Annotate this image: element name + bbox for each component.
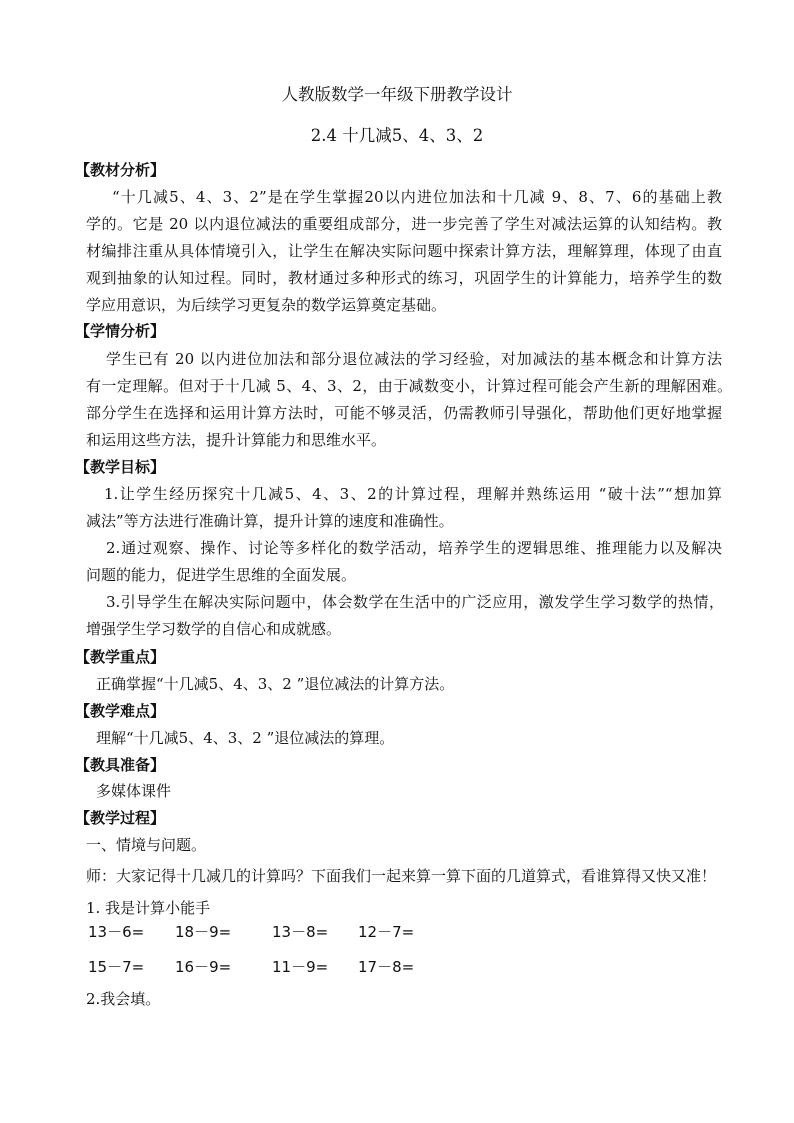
- heading-teaching-goals: 【教学目标】: [75, 458, 166, 476]
- exercise-expression: 15－7=: [88, 958, 145, 976]
- paragraph-line: 和运用这些方法，提升计算能力和思维水平。: [86, 431, 387, 449]
- paragraph-line: 学的。它是 20 以内退位减法的重要组成部分，进一步完善了学生对减法运算的认知结构。教: [86, 215, 722, 233]
- goal-line: 增强学生学习数学的自信心和成就感。: [86, 620, 342, 638]
- key-points-text: 正确掌握“十几减5、4、3、2 ”退位减法的计算方法。: [96, 675, 455, 693]
- paragraph-line: 材编排注重从具体情境引入，让学生在解决实际问题中探索计算方法，理解算理，体现了由直: [86, 242, 722, 260]
- paragraph-line: “十几减5、4、3、2”是在学生掌握20以内进位加法和十几减 9、8、7、6的基础上教: [112, 188, 722, 206]
- document-title: 人教版数学一年级下册教学设计: [281, 85, 513, 104]
- heading-teaching-process: 【教学过程】: [75, 809, 166, 827]
- heading-key-points: 【教学重点】: [75, 648, 166, 666]
- document-subtitle: 2.4 十几减5、4、3、2: [310, 126, 484, 145]
- paragraph-line: 有一定理解。但对于十几减 5、4、3、2，由于减数变小，计算过程可能会产生新的理解困难。: [86, 377, 732, 395]
- process-part-title: 一、情境与问题。: [86, 836, 207, 854]
- exercise-item-title: 2.我会填。: [86, 990, 161, 1008]
- goal-line: 1.让学生经历探究十几减5、4、3、2的计算过程，理解并熟练运用 “破十法”“想加算: [104, 485, 722, 503]
- paragraph-line: 学应用意识，为后续学习更复杂的数学运算奠定基础。: [86, 296, 447, 314]
- exercise-item-title: 1. 我是计算小能手: [86, 899, 211, 917]
- exercise-expression: 11－9=: [272, 958, 329, 976]
- heading-student-analysis: 【学情分析】: [75, 322, 166, 340]
- exercise-expression: 17－8=: [358, 958, 415, 976]
- goal-line: 减法”等方法进行准确计算，提升计算的速度和准确性。: [86, 512, 454, 530]
- teaching-tools-text: 多媒体课件: [96, 782, 172, 800]
- goal-line: 问题的能力，促进学生思维的全面发展。: [86, 566, 357, 584]
- exercise-expression: 13－8=: [272, 923, 329, 941]
- exercise-expression: 18－9=: [175, 923, 232, 941]
- heading-teaching-tools: 【教具准备】: [75, 756, 166, 774]
- difficulties-text: 理解“十几减5、4、3、2 ”退位减法的算理。: [96, 729, 395, 747]
- heading-material-analysis: 【教材分析】: [75, 161, 166, 179]
- exercise-expression: 16－9=: [175, 958, 232, 976]
- paragraph-line: 学生已有 20 以内进位加法和部分退位减法的学习经验，对加减法的基本概念和计算方法: [106, 350, 722, 368]
- goal-line: 3.引导学生在解决实际问题中，体会数学在生活中的广泛应用，激发学生学习数学的热情，: [106, 593, 724, 611]
- paragraph-line: 部分学生在选择和运用计算方法时，可能不够灵活，仍需教师引导强化，帮助他们更好地掌握: [86, 404, 722, 422]
- exercise-expression: 12－7=: [358, 923, 415, 941]
- heading-difficulties: 【教学难点】: [75, 702, 166, 720]
- exercise-expression: 13－6=: [88, 923, 145, 941]
- teacher-dialogue: 师：大家记得十几减几的计算吗？下面我们一起来算一算下面的几道算式，看谁算得又快又准！: [86, 867, 717, 885]
- paragraph-line: 观到抽象的认知过程。同时，教材通过多种形式的练习，巩固学生的计算能力，培养学生的数: [86, 269, 722, 287]
- goal-line: 2.通过观察、操作、讨论等多样化的数学活动，培养学生的逻辑思维、推理能力以及解决: [106, 539, 722, 557]
